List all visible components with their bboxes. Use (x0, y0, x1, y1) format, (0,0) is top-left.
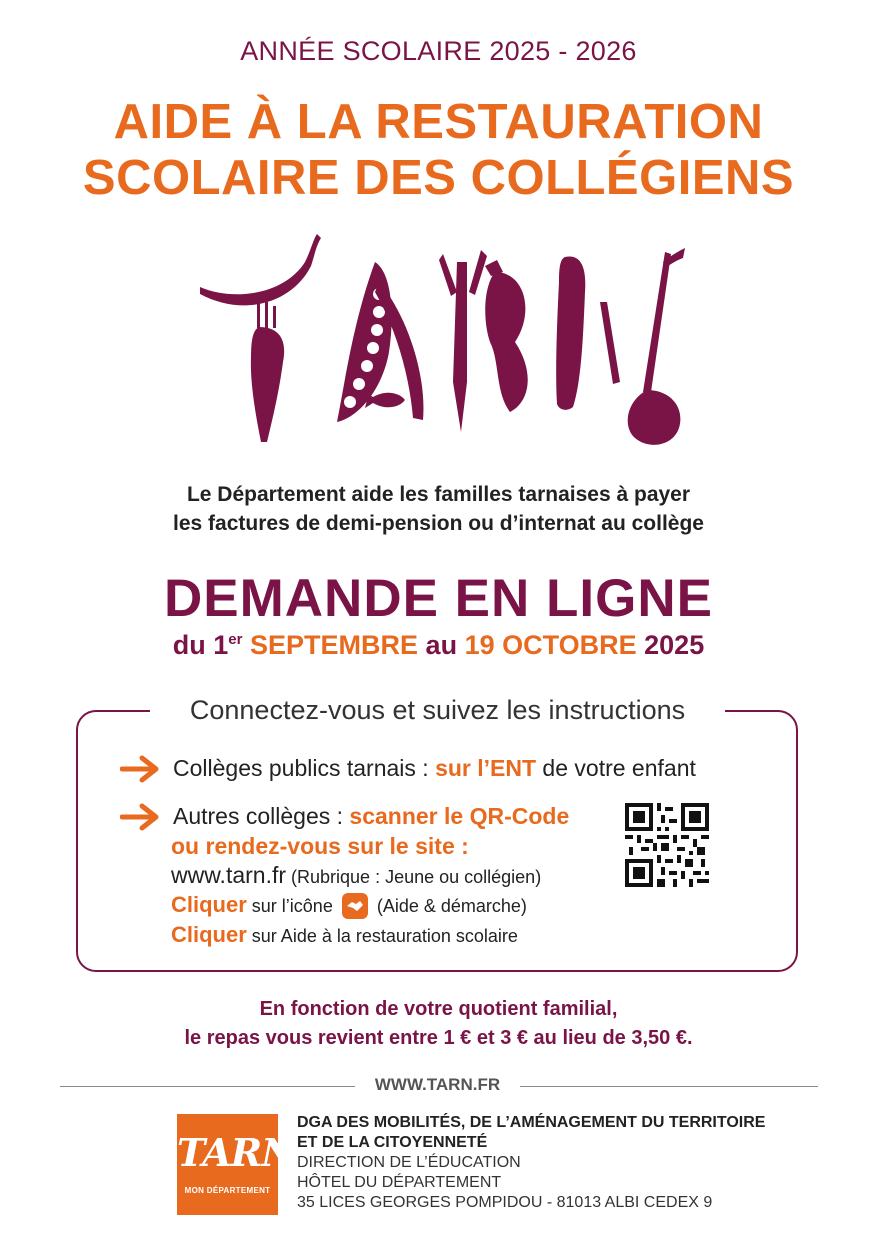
arrow-right-icon (120, 802, 162, 832)
carrot-icon (251, 327, 284, 442)
visit-site-line: ou rendez-vous sur le site : (171, 833, 469, 859)
instructions-title: Connectez-vous et suivez les instructions (150, 692, 725, 728)
title-line-1: AIDE À LA RESTAURATION (113, 95, 764, 149)
tarn-department-logo: TARN MON DÉPARTEMENT (177, 1114, 278, 1215)
zucchini-icon (556, 256, 585, 409)
qr-code[interactable] (625, 803, 709, 887)
tarn-vegetable-illustration (195, 232, 685, 450)
divider (520, 1086, 818, 1087)
divider (60, 1086, 355, 1087)
click-icon-line: Cliquer sur l’icône (Aide & démarche) (171, 892, 527, 917)
click-restauration-line: Cliquer sur Aide à la restauration scolaire (171, 922, 518, 947)
footer-website-link[interactable]: WWW.TARN.FR (374, 1075, 501, 1094)
eggplant-icon (485, 272, 527, 412)
ent-link[interactable]: sur l’ENT (435, 755, 537, 781)
pricing-line-1: En fonction de votre quotient familial, (259, 998, 618, 1020)
handshake-icon (342, 893, 368, 919)
address-line-5: 35 LICES GEORGES POMPIDOU - 81013 ALBI CEDEX 9 (297, 1194, 713, 1211)
application-dates: du 1er SEPTEMBRE au 19 OCTOBRE 2025 (172, 630, 705, 660)
cherry-icon (628, 390, 681, 445)
chili-pepper-icon (200, 234, 321, 305)
intro-line-2: les factures de demi-pension ou d’internat au collège (173, 512, 704, 535)
other-colleges-line: Autres collèges : scanner le QR-Code (173, 803, 570, 829)
asparagus-icon (600, 302, 620, 384)
title-line-2: SCOLAIRE DES COLLÉGIENS (82, 151, 795, 205)
pricing-line-2: le repas vous revient entre 1 € et 3 € au lieu de 3,50 €. (184, 1027, 693, 1049)
tarn-website-link[interactable]: www.tarn.fr (171, 862, 287, 888)
address-line-1: DGA DES MOBILITÉS, DE L’AMÉNAGEMENT DU TERRITOIRE (297, 1114, 766, 1131)
intro-line-1: Le Département aide les familles tarnaises à payer (186, 483, 691, 506)
address-line-4: HÔTEL DU DÉPARTEMENT (297, 1174, 502, 1191)
site-line: www.tarn.fr (Rubrique : Jeune ou collégien) (171, 862, 542, 888)
arrow-right-icon (120, 754, 162, 784)
school-year: ANNÉE SCOLAIRE 2025 - 2026 (240, 36, 637, 66)
online-request-heading: DEMANDE EN LIGNE (164, 569, 713, 628)
public-colleges-line: Collèges publics tarnais : sur l’ENT de votre enfant (173, 755, 696, 781)
address-line-2: ET DE LA CITOYENNETÉ (297, 1134, 488, 1151)
address-line-3: DIRECTION DE L’ÉDUCATION (297, 1154, 521, 1171)
